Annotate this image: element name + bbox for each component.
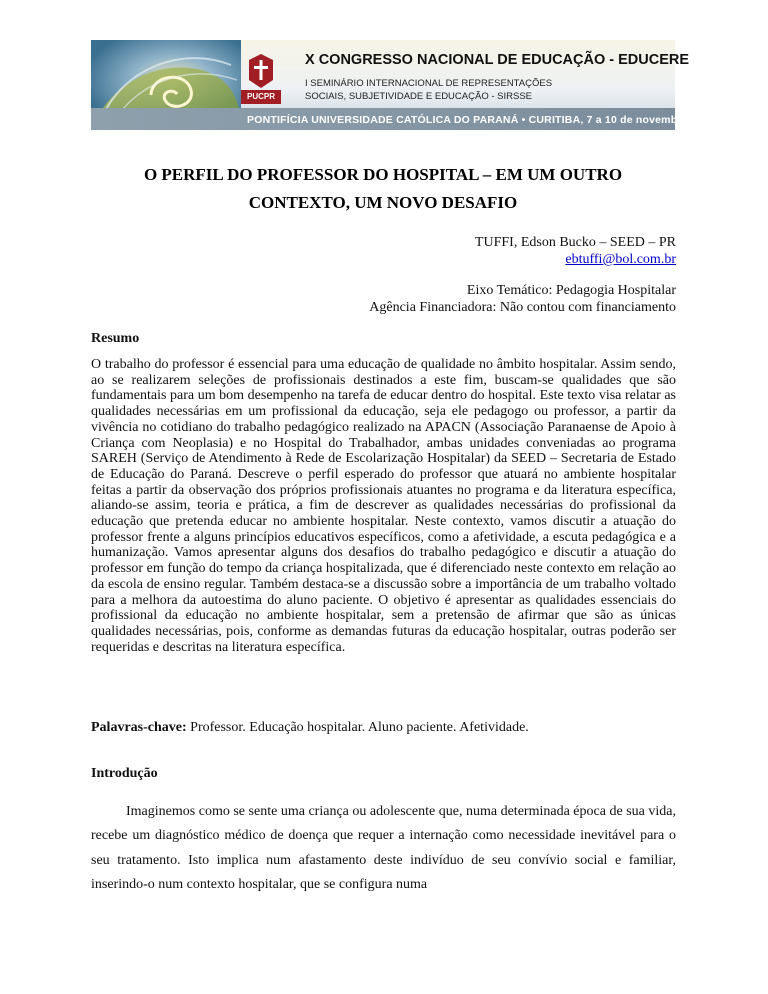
keywords-list: Professor. Educação hospitalar. Aluno paciente. Afetividade. — [186, 720, 529, 735]
banner-subtitle-line1: I SEMINÁRIO INTERNACIONAL DE REPRESENTAÇÕES — [305, 78, 553, 89]
banner-title: X CONGRESSO NACIONAL DE EDUCAÇÃO - EDUCERE — [305, 52, 690, 68]
intro-heading: Introdução — [91, 766, 158, 781]
banner-footer-text: PONTIFÍCIA UNIVERSIDADE CATÓLICA DO PARANÁ • CURITIBA, 7 a 10 de novembro de 2011 — [247, 114, 731, 126]
intro-paragraph: Imaginemos como se sente uma criança ou adolescente que, numa determinada época de sua vida, recebe um diagnóstico médico de doença que requer a internação como necessidade inevitável para o seu tratamento. Isto implica num afastamento deste indivíduo de seu convívio social e familiar, inserindo-o num contexto hospitalar, que se configura numa — [91, 804, 676, 892]
keywords-label: Palavras-chave: — [91, 720, 187, 735]
abstract-text: O trabalho do professor é essencial para uma educação de qualidade no âmbito hospitalar. Assim sendo, ao se realizarem seleções de profissionais destinados a este fim, buscam-se qualidades que são fundamentais para um bom desempenho na tarefa de educar dentro do hospital. Este texto visa relatar as qualidades necessárias em um profissional da educação, seja ele pedagogo ou professor, a partir da vivência no cotidiano do trabalho pedagógico realizado na APACN (Associação Paranaense de Apoio à Criança com Neoplasia) e no Hospital do Trabalhador, ambas unidades conveniadas ao programa SAREH (Serviço de Atendimento à Rede de Escolarização Hospitalar) da SEED – Secretaria de Estado de Educação do Paraná. Descreve o perfil esperado do professor que atuará no ambiente hospitalar feitas a partir da observação dos próprios profissionais atuantes no programa e da literatura específica, aliando-se assim, teoria e prática, a fim de descrever as qualidades necessárias do profissional da educação que pretenda educar no ambiente hospitalar. Neste contexto, vamos discutir a atuação do professor frente a alguns princípios educativos específicos, como a afetividade, a escuta pedagógica e a humanização. Vamos apresentar alguns dos desafios do trabalho pedagógico e discutir a atuação do professor em função do tempo da criança hospitalizada, que é diferenciado neste contexto em relação ao da escola de ensino regular. Também destaca-se a discussão sobre a importância de um trabalho voltado para a melhora da autoestima do aluno paciente. O objetivo é apresentar as qualidades essenciais do profissional da educação no ambiente hospitalar, sem a pretensão de afirmar que são as únicas qualidades necessárias, pois, conforme as demandas futuras da educação hospitalar, outras poderão ser requeridas e descritas na literatura específica. — [91, 357, 676, 655]
author-email-link[interactable]: ebtuffi@bol.com.br — [565, 252, 676, 267]
abstract-heading: Resumo — [91, 331, 140, 346]
banner-subtitle-line2: SOCIAIS, SUBJETIVIDADE E EDUCAÇÃO - SIRSSE — [305, 91, 532, 102]
thematic-axis: Eixo Temático: Pedagogia Hospitalar — [466, 283, 676, 298]
paper-title-line2: CONTEXTO, UM NOVO DESAFIO — [248, 193, 518, 212]
funding-agency: Agência Financiadora: Não contou com financiamento — [369, 300, 676, 315]
paper-title-line1: O PERFIL DO PROFESSOR DO HOSPITAL – EM UM OUTRO — [143, 165, 623, 184]
pucpr-logo-label: PUCPR — [241, 90, 281, 104]
pucpr-crest-icon — [241, 50, 281, 94]
author-name: TUFFI, Edson Bucko – SEED – PR — [474, 235, 676, 250]
keywords — [91, 720, 529, 736]
conference-banner — [91, 40, 731, 130]
